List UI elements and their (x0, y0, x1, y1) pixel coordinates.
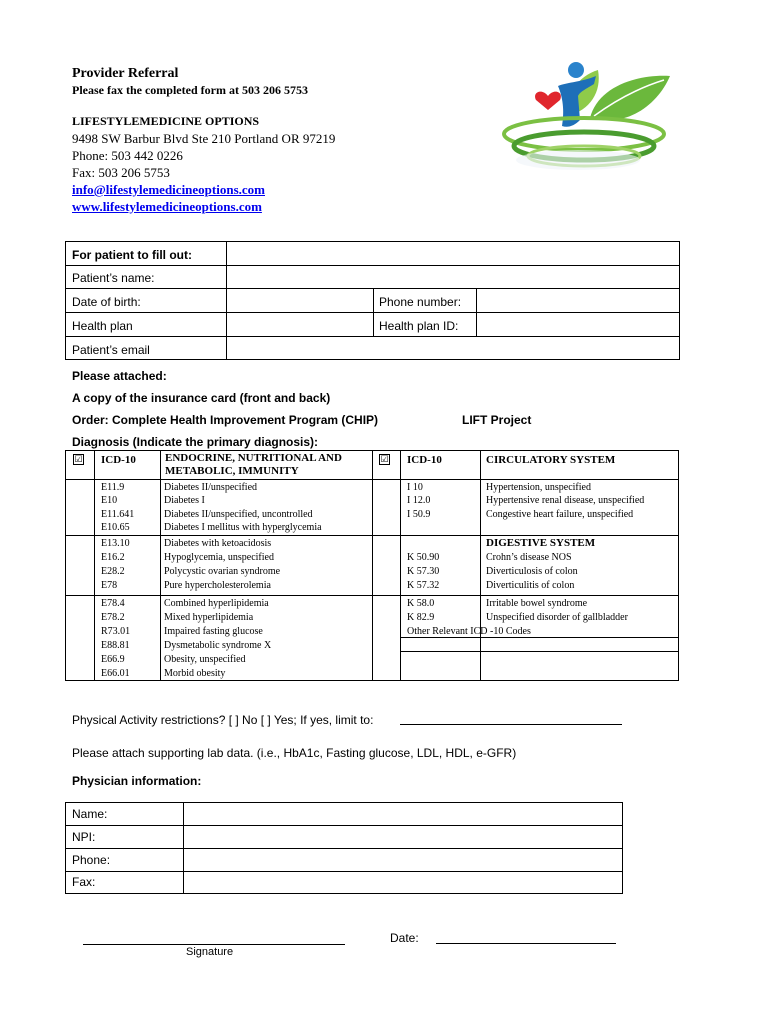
health-plan-field[interactable] (227, 313, 373, 336)
icd-description: Hypertension, unspecified (486, 482, 591, 493)
org-name: LIFESTYLEMEDICINE OPTIONS (72, 114, 260, 128)
icd-code: E16.2 (101, 552, 125, 563)
icd-description: Unspecified disorder of gallbladder (486, 612, 628, 623)
patient-name-field[interactable] (227, 266, 679, 288)
activity-restrictions: Physical Activity restrictions? [ ] No [ ] Yes; If yes, limit to: (72, 713, 374, 727)
icd-description: Mixed hyperlipidemia (164, 612, 254, 623)
icd-code: K 82.9 (407, 612, 435, 623)
physician-phone-field[interactable] (184, 849, 622, 871)
icd-code: E66.01 (101, 668, 130, 679)
icd-code: R73.01 (101, 626, 131, 637)
icd-description: Diabetes II/unspecified, uncontrolled (164, 509, 313, 520)
endocrine-header-line-2: METABOLIC, IMMUNITY (165, 465, 299, 477)
lab-data-note: Please attach supporting lab data. (i.e., HbA1c, Fasting glucose, LDL, HDL, e-GFR) (72, 746, 517, 760)
dob-field[interactable] (227, 289, 373, 312)
diagnosis-table (65, 450, 679, 681)
physician-npi-field[interactable] (184, 826, 622, 848)
icd-description: Pure hypercholesterolemia (164, 580, 271, 591)
diagnosis-heading: Diagnosis (Indicate the primary diagnosis): (72, 435, 319, 449)
icd-code: E10 (101, 495, 118, 506)
form-title: Provider Referral (72, 66, 179, 81)
date-field[interactable] (436, 943, 616, 944)
icd-description: Diabetes I mellitus with hyperglycemia (164, 522, 322, 533)
icd-description: Impaired fasting glucose (164, 626, 263, 637)
icd-code: E78.2 (101, 612, 125, 623)
signature-label: Signature (186, 946, 234, 958)
email-link[interactable]: info@lifestylemedicineoptions.com (72, 182, 265, 197)
circulatory-checkbox[interactable]: ☑ (380, 454, 389, 464)
icd-code: E66.9 (101, 654, 125, 665)
icd-description: Diverticulitis of colon (486, 580, 575, 591)
digestive-header: DIGESTIVE SYSTEM (486, 537, 596, 549)
icd-description: Combined hyperlipidemia (164, 598, 269, 609)
fax-instruction: Please fax the completed form at 503 206 5753 (72, 83, 308, 97)
icd-code: I 12.0 (407, 495, 431, 506)
physician-npi-label: NPI: (72, 830, 96, 844)
endocrine-header-line-1: ENDOCRINE, NUTRITIONAL AND (165, 452, 342, 464)
icd-description: Obesity, unspecified (164, 654, 246, 665)
icd-description: Congestive heart failure, unspecified (486, 509, 634, 520)
icd-code: E11.9 (101, 482, 125, 493)
icd-description: Diabetes with ketoacidosis (164, 538, 272, 549)
patient-name-label: Patient’s name: (72, 271, 155, 285)
physician-name-label: Name: (72, 807, 108, 821)
icd-description: Dysmetabolic syndrome X (164, 640, 272, 651)
physician-name-field[interactable] (184, 803, 622, 825)
icd-code: E10.65 (101, 522, 130, 533)
icd-description: Morbid obesity (164, 668, 226, 679)
org-fax: Fax: 503 206 5753 (72, 165, 170, 180)
other-codes-label: Other Relevant ICD -10 Codes (407, 626, 531, 637)
physician-info-table (65, 802, 623, 894)
icd-code: E88.81 (101, 640, 130, 651)
org-phone: Phone: 503 442 0226 (72, 148, 183, 163)
patient-info-table (65, 241, 680, 360)
icd-code: E78.4 (101, 598, 125, 609)
date-label: Date: (390, 931, 419, 945)
insurance-card-note: A copy of the insurance card (front and back) (72, 391, 331, 405)
icd-code: K 58.0 (407, 598, 435, 609)
right-icd-header: ICD-10 (407, 454, 442, 466)
dob-label: Date of birth: (72, 295, 141, 309)
website-link[interactable]: www.lifestylemedicineoptions.com (72, 199, 262, 214)
icd-description: Irritable bowel syndrome (486, 598, 588, 609)
icd-code: E11.641 (101, 509, 135, 520)
patient-email-field[interactable] (227, 337, 679, 359)
icd-description: Diabetes II/unspecified (164, 482, 258, 493)
lifestyle-medicine-logo (498, 56, 676, 174)
icd-description: Diabetes I (164, 495, 205, 506)
attached-heading: Please attached: (72, 369, 167, 383)
signature-line[interactable] (83, 944, 345, 945)
icd-code: E78 (101, 580, 118, 591)
icd-description: Polycystic ovarian syndrome (164, 566, 281, 577)
icd-code: K 57.32 (407, 580, 440, 591)
patient-email-label: Patient’s email (72, 343, 150, 357)
patient-section-heading: For patient to fill out: (72, 248, 192, 262)
icd-code: E28.2 (101, 566, 125, 577)
circulatory-header: CIRCULATORY SYSTEM (486, 454, 616, 466)
health-plan-label: Health plan (72, 319, 133, 333)
physician-heading: Physician information: (72, 774, 202, 788)
activity-limit-field[interactable] (400, 724, 622, 725)
physician-phone-label: Phone: (72, 853, 111, 867)
endocrine-checkbox[interactable]: ☑ (74, 454, 83, 464)
phone-number-field[interactable] (477, 289, 679, 312)
icd-description: Crohn’s disease NOS (486, 552, 572, 563)
physician-fax-field[interactable] (184, 872, 622, 893)
physician-fax-label: Fax: (72, 875, 96, 889)
icd-code: K 57.30 (407, 566, 440, 577)
health-plan-id-field[interactable] (477, 313, 679, 336)
icd-code: I 10 (407, 482, 423, 493)
icd-description: Hypertensive renal disease, unspecified (486, 495, 645, 506)
order-chip: Order: Complete Health Improvement Program (CHIP) (72, 413, 379, 427)
icd-description: Hypoglycemia, unspecified (164, 552, 274, 563)
icd-code: K 50.90 (407, 552, 440, 563)
icd-code: E13.10 (101, 538, 130, 549)
icd-code: I 50.9 (407, 509, 431, 520)
icd-description: Diverticulosis of colon (486, 566, 578, 577)
phone-number-label: Phone number: (379, 295, 462, 309)
order-lift: LIFT Project (462, 413, 532, 427)
org-address: 9498 SW Barbur Blvd Ste 210 Portland OR 97219 (72, 131, 336, 146)
left-icd-header: ICD-10 (101, 454, 136, 466)
health-plan-id-label: Health plan ID: (379, 319, 459, 333)
